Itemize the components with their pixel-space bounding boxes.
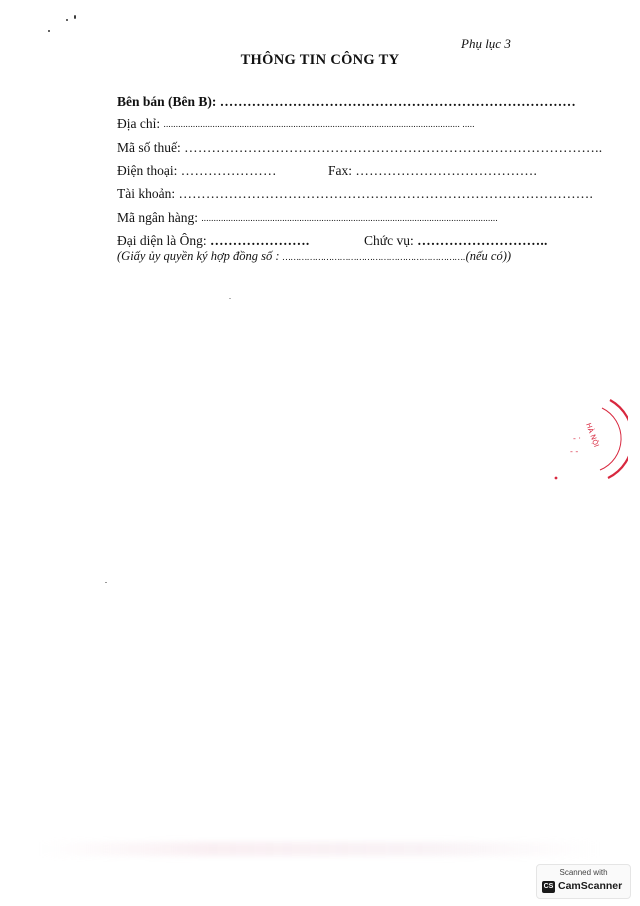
tax-code-row xyxy=(117,139,602,157)
bank-code-field: ......................................................................................................................... xyxy=(201,213,498,223)
position-field: ……………………….. xyxy=(417,233,548,248)
fax-field: …………………………………. xyxy=(355,163,538,178)
authorization-prefix: (Giấy ủy quyền ký hợp đồng số : xyxy=(117,249,280,263)
seller-row xyxy=(117,93,576,111)
account-field: ………………………………………………………………………………. xyxy=(178,186,594,201)
authorization-field: …………………………………………………………. xyxy=(282,252,466,262)
seller-field: …………………………………………………………………… xyxy=(219,94,576,109)
phone-label: Điện thoại: xyxy=(117,163,178,178)
authorization-row xyxy=(117,247,511,265)
address-label: Địa chỉ: xyxy=(117,116,161,131)
svg-text:- ·: - · xyxy=(573,434,581,443)
authorization-suffix: (nếu có)) xyxy=(465,249,512,263)
red-seal-stamp xyxy=(548,394,628,484)
camscanner-logo-icon: CS xyxy=(542,881,555,893)
bank-code-row xyxy=(117,209,498,227)
address-row xyxy=(117,115,475,133)
account-label: Tài khoản: xyxy=(117,186,176,201)
tax-code-label: Mã số thuế: xyxy=(117,140,181,155)
page-title: THÔNG TIN CÔNG TY xyxy=(240,52,400,68)
seller-label: Bên bán (Bên B): xyxy=(117,94,217,109)
stamp-text: HÀ NỘI xyxy=(584,421,601,449)
camscanner-watermark xyxy=(536,864,631,899)
appendix-label: Phụ lục 3 xyxy=(461,36,511,51)
scan-smudge xyxy=(40,842,600,856)
watermark-name: CamScanner xyxy=(558,880,623,892)
svg-text:- -: - - xyxy=(570,447,579,456)
fax-group xyxy=(328,162,537,180)
fax-label: Fax: xyxy=(328,163,353,178)
bank-code-label: Mã ngân hàng: xyxy=(117,210,198,225)
representative-label: Đại diện là Ông: xyxy=(117,233,207,248)
representative-field: …………………. xyxy=(209,233,310,248)
watermark-caption: Scanned with xyxy=(559,868,608,877)
account-row xyxy=(117,185,593,203)
address-field: ......................................................................................................................... ..... xyxy=(163,119,475,129)
phone-fax-row xyxy=(117,162,537,180)
position-label: Chức vụ: xyxy=(364,233,414,248)
tax-code-field: ……………………………………………………………………………….. xyxy=(184,140,603,155)
phone-field: ………………… xyxy=(180,163,277,178)
